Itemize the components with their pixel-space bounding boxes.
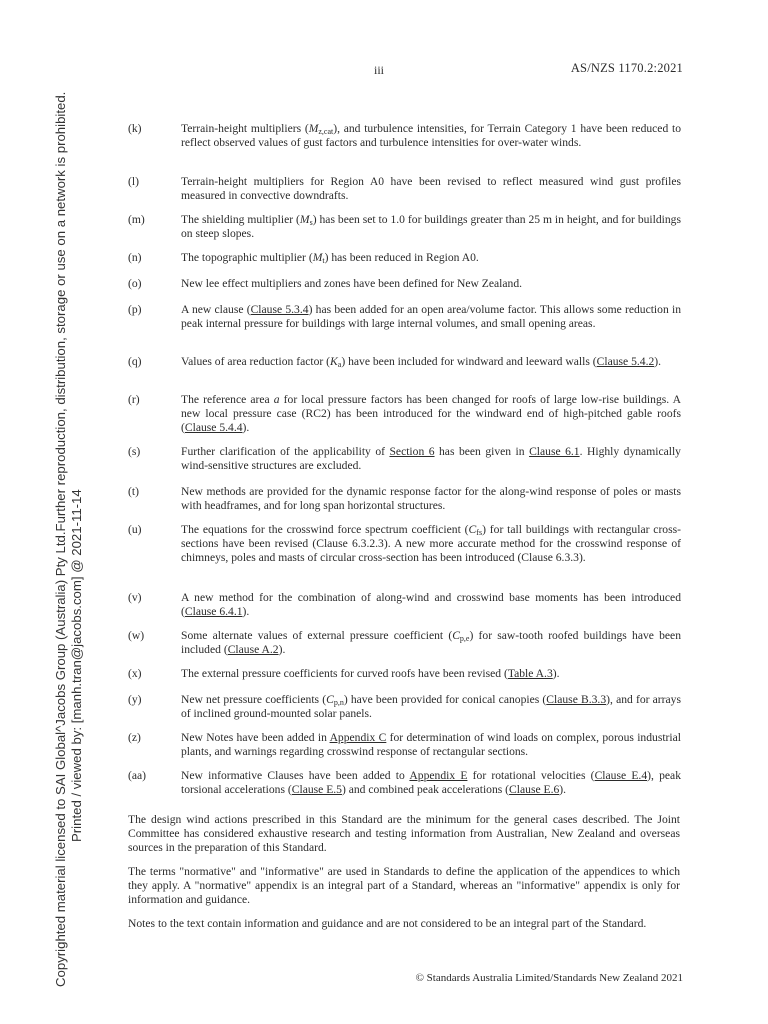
text-segment: ). (559, 783, 567, 796)
text-segment: New informative Clauses have been added to (181, 769, 410, 782)
subscript: t (322, 256, 325, 265)
cross-reference-link[interactable]: Table A.3 (507, 667, 553, 680)
math-symbol: M (312, 251, 323, 264)
item-text (181, 355, 681, 369)
text-segment: New net pressure coefficients ( (181, 693, 327, 706)
math-symbol: M (299, 213, 310, 226)
math-symbol: C (468, 523, 477, 536)
item-text (181, 629, 681, 657)
text-segment: ). (278, 643, 286, 656)
subscript: p,n (333, 698, 344, 707)
cross-reference-link[interactable]: Appendix C (329, 731, 387, 744)
item-marker: (w) (128, 629, 145, 642)
cross-reference-link[interactable]: Clause B.3.3 (546, 693, 607, 706)
text-segment: for determination of wind loads on complex, porous industrial plants, and warnings regarding crosswind response of rectangular sections. (181, 731, 682, 758)
cross-reference-link[interactable]: Clause E.4 (594, 769, 648, 782)
item-marker: (aa) (128, 769, 147, 782)
item-text (181, 445, 681, 473)
math-symbol: a (273, 393, 280, 406)
item-text (181, 731, 681, 759)
cross-reference-link[interactable]: Clause E.5 (291, 783, 342, 796)
subscript: p,e (459, 634, 470, 643)
item-text (181, 591, 681, 619)
item-marker: (y) (128, 693, 142, 706)
text-segment: ). (552, 667, 560, 680)
watermark-line-1: Copyrighted material licensed to SAI Global^Jacobs Group (Australia) Pty Ltd.Further reproduction, distribution, storage or use on a network is prohibited. (53, 91, 68, 987)
text-segment: ). (654, 355, 662, 368)
cross-reference-link[interactable]: Clause 6.1 (529, 445, 580, 458)
subscript: z,cat (318, 127, 334, 136)
item-marker: (l) (128, 175, 139, 188)
item-marker: (r) (128, 393, 140, 406)
text-segment: ), and for arrays of inclined ground-mounted solar panels. (181, 693, 681, 720)
item-marker: (q) (128, 355, 142, 368)
paragraph-normative-informative: The terms "normative" and "informative" are used in Standards to define the application of the appendices to which they apply. A "normative" appendix is an integral part of a Standard, whereas an "informative" appendix is only for information and guidance. (128, 865, 680, 906)
text-segment: ), and turbulence intensities, for Terrain Category 1 have been reduced to reflect observed values of gust factors and turbulence intensities for over-water winds. (181, 122, 681, 149)
item-marker: (z) (128, 731, 141, 744)
text-segment: ) for tall buildings with rectangular cross-sections have been revised (Clause 6.3.2.3). A new more accurate method for the crosswind response of chimneys, poles and masts of circular cross-section has been introduced (Clause 6.3.3). (181, 523, 681, 564)
item-marker: (v) (128, 591, 142, 604)
text-segment: New methods are provided for the dynamic response factor for the along-wind response of poles or masts with headframes, and for long span horizontal structures. (181, 485, 681, 512)
text-segment: The external pressure coefficients for curved roofs have been revised ( (181, 667, 508, 680)
text-segment: ) for saw-tooth roofed buildings have been included ( (181, 629, 681, 656)
cross-reference-link[interactable]: Clause E.6 (509, 783, 560, 796)
text-segment: ) has been set to 1.0 for buildings greater than 25 m in height, and for buildings on steep slopes. (181, 213, 681, 240)
math-symbol: C (326, 693, 334, 706)
item-text (181, 303, 681, 331)
text-segment: A new clause ( (181, 303, 251, 316)
text-segment: The equations for the crosswind force spectrum coefficient ( (181, 523, 469, 536)
paragraph-notes: Notes to the text contain information and guidance and are not considered to be an integral part of the Standard. (128, 917, 647, 930)
cross-reference-link[interactable]: Clause 5.4.4 (184, 421, 243, 434)
text-segment: ) and combined peak accelerations ( (341, 783, 510, 796)
item-text (181, 213, 681, 241)
cross-reference-link[interactable]: Clause 6.4.1 (184, 605, 243, 618)
text-segment: The shielding multiplier ( (181, 213, 300, 226)
text-segment: Terrain-height multipliers ( (181, 122, 309, 135)
cross-reference-link[interactable]: Clause 5.3.4 (250, 303, 309, 316)
item-text (181, 175, 681, 203)
text-segment: Further clarification of the applicability of (181, 445, 390, 458)
item-marker: (x) (128, 667, 142, 680)
item-text (181, 769, 681, 797)
watermark-line-2: Printed / viewed by: [manh.tran@jacobs.com] @ 2021-11-14 (69, 489, 84, 842)
subscript: a (337, 360, 342, 369)
subscript: s (309, 218, 313, 227)
item-text (181, 393, 681, 435)
copyright-watermark (0, 0, 90, 1024)
text-segment: ). (242, 421, 250, 434)
text-segment: ). (242, 605, 250, 618)
text-segment: ), peak torsional accelerations ( (181, 769, 681, 796)
cross-reference-link[interactable]: Appendix E (409, 769, 468, 782)
item-marker: (o) (128, 277, 142, 290)
text-segment: ) has been added for an open area/volume factor. This allows some reduction in peak internal pressure for buildings with large internal volumes, and small opening areas. (181, 303, 682, 330)
text-segment: New Notes have been added in (181, 731, 330, 744)
cross-reference-link[interactable]: Clause 5.4.2 (596, 355, 655, 368)
item-marker: (k) (128, 122, 142, 135)
item-marker: (m) (128, 213, 145, 226)
text-segment: ) have been provided for conical canopies ( (343, 693, 547, 706)
text-segment: Some alternate values of external pressure coefficient ( (181, 629, 453, 642)
text-segment: for rotational velocities ( (467, 769, 595, 782)
copyright-footer: © Standards Australia Limited/Standards New Zealand 2021 (415, 972, 683, 984)
text-segment: . Highly dynamically wind-sensitive structures are excluded. (181, 445, 681, 472)
item-text (181, 277, 681, 291)
text-segment: The topographic multiplier ( (181, 251, 313, 264)
item-text (181, 251, 681, 265)
item-marker: (p) (128, 303, 142, 316)
text-segment: ) have been included for windward and leeward walls ( (341, 355, 597, 368)
text-segment: ) has been reduced in Region A0. (324, 251, 479, 264)
page-number: iii (374, 63, 385, 77)
item-marker: (t) (128, 485, 139, 498)
item-text (181, 693, 681, 721)
text-segment: has been given in (434, 445, 530, 458)
math-symbol: C (452, 629, 460, 642)
math-symbol: M (308, 122, 319, 135)
text-segment: Terrain-height multipliers for Region A0 have been revised to reflect measured wind gust profiles measured in convective downdrafts. (181, 175, 681, 202)
paragraph-design-actions: The design wind actions prescribed in this Standard are the minimum for the general cases described. The Joint Committee has considered exhaustive research and testing information from Australian, New Zealand and overseas sources in the preparation of this Standard. (128, 813, 680, 854)
text-segment: A new method for the combination of along-wind and crosswind base moments has been introduced ( (181, 591, 681, 618)
cross-reference-link[interactable]: Section 6 (389, 445, 435, 458)
text-segment: Values of area reduction factor ( (181, 355, 331, 368)
item-marker: (s) (128, 445, 141, 458)
cross-reference-link[interactable]: Clause A.2 (227, 643, 279, 656)
document-identifier: AS/NZS 1170.2:2021 (570, 61, 683, 75)
text-segment: for local pressure factors has been changed for roofs of large low-rise buildings. A new local pressure case (RC2) has been introduced for the windward end of high-pitched gable roofs ( (181, 393, 681, 434)
item-text (181, 485, 681, 513)
item-text (181, 667, 681, 681)
item-marker: (n) (128, 251, 142, 264)
item-text (181, 122, 681, 150)
item-text (181, 523, 681, 565)
subscript: fs (476, 528, 483, 537)
math-symbol: K (330, 355, 338, 368)
item-marker: (u) (128, 523, 142, 536)
text-segment: New lee effect multipliers and zones have been defined for New Zealand. (181, 277, 523, 290)
text-segment: The reference area (181, 393, 274, 406)
